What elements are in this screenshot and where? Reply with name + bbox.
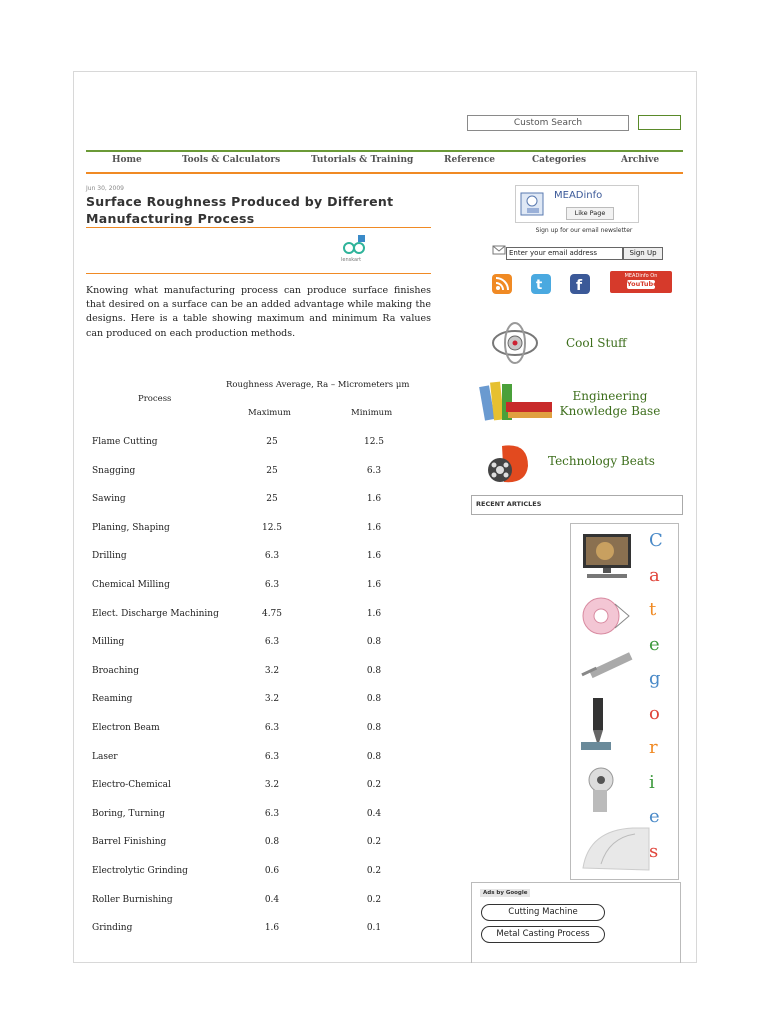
intro-paragraph: Knowing what manufacturing process can produce surface finishes that desired on a surface can be an added advantage while making the designs. Here is a table showing maximum and minimum Ra values can produced on each production methods. bbox=[86, 285, 431, 339]
category-letter: a bbox=[649, 564, 660, 586]
page-container bbox=[73, 71, 697, 963]
monitor-cad-icon bbox=[579, 532, 635, 582]
post-title[interactable]: Surface Roughness Produced by Different Manufacturing Process bbox=[86, 194, 394, 226]
nav-categories[interactable]: Categories bbox=[532, 155, 587, 165]
process-cell: Electrolytic Grinding bbox=[92, 866, 188, 876]
table-row bbox=[74, 494, 434, 508]
svg-text:t: t bbox=[536, 278, 543, 293]
maximum-cell: 3.2 bbox=[264, 665, 280, 676]
category-letter: i bbox=[649, 771, 655, 793]
category-letter: e bbox=[649, 806, 660, 827]
process-cell: Flame Cutting bbox=[92, 437, 158, 447]
category-letter: s bbox=[649, 840, 659, 862]
ad-link-metal-casting[interactable]: Metal Casting Process bbox=[481, 926, 605, 943]
process-cell: Electron Beam bbox=[92, 723, 160, 733]
minimum-cell: 0.2 bbox=[366, 780, 382, 791]
table-header-maximum: Maximum bbox=[248, 408, 291, 418]
nav-archive[interactable]: Archive bbox=[621, 155, 660, 165]
process-cell: Drilling bbox=[92, 551, 127, 562]
table-row bbox=[74, 523, 434, 537]
process-cell: Laser bbox=[92, 751, 118, 762]
nav-home[interactable]: Home bbox=[112, 155, 142, 165]
process-cell: Reaming bbox=[92, 694, 133, 705]
minimum-cell: 6.3 bbox=[366, 465, 382, 476]
youtube-logo-icon: YouTube bbox=[627, 280, 658, 288]
nav-reference[interactable]: Reference bbox=[444, 155, 496, 165]
categories-widget[interactable] bbox=[570, 523, 679, 880]
post-date: Jun 30, 2009 bbox=[86, 185, 125, 192]
category-letter: o bbox=[649, 702, 660, 724]
facebook-page-name[interactable]: MEADinfo bbox=[554, 190, 603, 201]
maximum-cell: 25 bbox=[266, 465, 278, 476]
process-cell: Grinding bbox=[92, 923, 133, 934]
table-row bbox=[74, 466, 434, 480]
minimum-cell: 0.8 bbox=[366, 751, 382, 762]
robot-arm-icon bbox=[579, 764, 629, 816]
youtube-caption: MEADinfo On bbox=[624, 273, 658, 279]
minimum-cell: 0.4 bbox=[366, 808, 382, 819]
process-cell: Roller Burnishing bbox=[92, 894, 173, 905]
knowledge-base-line-2: Knowledge Base bbox=[559, 404, 661, 418]
minimum-cell: 0.2 bbox=[366, 894, 382, 905]
minimum-cell: 0.8 bbox=[366, 637, 382, 648]
like-page-button[interactable]: Like Page bbox=[566, 207, 614, 220]
lenskart-logo-icon[interactable] bbox=[342, 235, 366, 257]
film-reel-icon[interactable] bbox=[482, 440, 538, 488]
table-row bbox=[74, 580, 434, 594]
signup-button[interactable]: Sign Up bbox=[623, 247, 663, 260]
mail-icon bbox=[492, 243, 506, 257]
rss-icon[interactable] bbox=[492, 274, 512, 294]
table-header-group: Roughness Average, Ra – Micrometers μm bbox=[226, 380, 410, 390]
maximum-cell: 0.4 bbox=[264, 894, 280, 905]
maximum-cell: 6.3 bbox=[264, 751, 280, 762]
table-row bbox=[74, 780, 434, 794]
sponsor-label: lenskart bbox=[341, 257, 362, 263]
table-row bbox=[74, 637, 434, 651]
maximum-cell: 6.3 bbox=[264, 808, 280, 819]
table-row bbox=[74, 694, 434, 708]
technology-beats-link[interactable]: Technology Beats bbox=[548, 454, 655, 468]
gear-drawing-icon bbox=[579, 590, 635, 642]
table-row bbox=[74, 809, 434, 823]
maximum-cell: 12.5 bbox=[261, 522, 283, 533]
table-row bbox=[74, 752, 434, 766]
maximum-cell: 6.3 bbox=[264, 551, 280, 562]
minimum-cell: 1.6 bbox=[366, 608, 382, 619]
recent-articles-box bbox=[471, 495, 683, 515]
table-row bbox=[74, 837, 434, 851]
maximum-cell: 0.8 bbox=[264, 837, 280, 848]
cylinder-icon bbox=[579, 650, 639, 686]
books-icon[interactable] bbox=[478, 376, 556, 424]
table-row bbox=[74, 723, 434, 737]
process-cell: Electro-Chemical bbox=[92, 780, 171, 791]
newsletter-text: Sign up for our email newsletter bbox=[535, 227, 633, 234]
gyroscope-icon[interactable] bbox=[488, 319, 543, 367]
minimum-cell: 1.6 bbox=[366, 551, 382, 562]
ad-link-cutting-machine[interactable]: Cutting Machine bbox=[481, 904, 605, 921]
minimum-cell: 1.6 bbox=[366, 580, 382, 590]
category-letter: C bbox=[649, 530, 663, 551]
table-row bbox=[74, 923, 434, 937]
maximum-cell: 3.2 bbox=[264, 694, 280, 705]
process-cell: Broaching bbox=[92, 665, 139, 676]
minimum-cell: 0.2 bbox=[366, 866, 382, 876]
maximum-cell: 3.2 bbox=[264, 780, 280, 791]
minimum-cell: 0.8 bbox=[366, 665, 382, 676]
ads-box bbox=[471, 882, 681, 963]
maximum-cell: 25 bbox=[266, 437, 278, 447]
table-header-process: Process bbox=[138, 394, 172, 404]
process-cell: Barrel Finishing bbox=[92, 837, 167, 848]
title-divider bbox=[86, 227, 431, 228]
search-button[interactable] bbox=[638, 115, 681, 130]
nav-tools-calculators[interactable]: Tools & Calculators bbox=[182, 155, 281, 165]
table-row bbox=[74, 666, 434, 680]
twitter-icon[interactable] bbox=[531, 274, 551, 294]
maximum-cell: 0.6 bbox=[264, 866, 280, 876]
table-row bbox=[74, 895, 434, 909]
drill-bit-icon bbox=[579, 696, 619, 754]
email-field[interactable]: Enter your email address bbox=[506, 247, 623, 260]
process-cell: Elect. Discharge Machining bbox=[92, 608, 219, 619]
facebook-icon[interactable] bbox=[570, 274, 590, 294]
minimum-cell: 1.6 bbox=[366, 494, 382, 505]
nav-tutorials-training[interactable]: Tutorials & Training bbox=[311, 155, 414, 165]
cool-stuff-link[interactable]: Cool Stuff bbox=[566, 336, 627, 350]
knowledge-base-line-1: Engineering bbox=[572, 389, 648, 403]
recent-articles-title: RECENT ARTICLES bbox=[476, 500, 542, 508]
table-row bbox=[74, 437, 434, 451]
category-letter: t bbox=[649, 599, 657, 620]
maximum-cell: 6.3 bbox=[264, 580, 280, 590]
mascot-avatar-icon bbox=[519, 189, 549, 219]
table-row bbox=[74, 866, 434, 880]
body-divider bbox=[86, 273, 431, 274]
maximum-cell: 6.3 bbox=[264, 637, 280, 648]
category-letter: g bbox=[649, 668, 661, 689]
minimum-cell: 0.8 bbox=[366, 723, 382, 733]
process-cell: Boring, Turning bbox=[92, 808, 165, 819]
knowledge-base-link[interactable] bbox=[558, 389, 662, 419]
minimum-cell: 12.5 bbox=[363, 437, 385, 447]
maximum-cell: 1.6 bbox=[264, 923, 280, 934]
minimum-cell: 0.1 bbox=[366, 923, 382, 934]
minimum-cell: 1.6 bbox=[366, 522, 382, 533]
table-row bbox=[74, 551, 434, 565]
minimum-cell: 0.2 bbox=[366, 837, 382, 848]
process-cell: Sawing bbox=[92, 494, 126, 505]
search-input[interactable]: Custom Search bbox=[467, 115, 629, 131]
category-letter: r bbox=[649, 737, 658, 758]
category-letter: e bbox=[649, 633, 660, 655]
facebook-widget bbox=[515, 185, 639, 223]
maximum-cell: 25 bbox=[266, 494, 278, 505]
table-row bbox=[74, 609, 434, 623]
main-nav bbox=[86, 150, 683, 174]
process-cell: Milling bbox=[92, 637, 125, 648]
minimum-cell: 0.8 bbox=[366, 694, 382, 705]
maximum-cell: 4.75 bbox=[261, 608, 283, 619]
process-cell: Chemical Milling bbox=[92, 580, 170, 590]
svg-text:f: f bbox=[576, 278, 583, 294]
process-cell: Planing, Shaping bbox=[92, 522, 170, 533]
surface-part-icon bbox=[579, 824, 653, 874]
youtube-channel-button[interactable] bbox=[610, 271, 672, 293]
table-header-minimum: Minimum bbox=[351, 408, 393, 418]
process-cell: Snagging bbox=[92, 465, 136, 476]
ads-by-google-label[interactable]: Ads by Google bbox=[480, 889, 530, 897]
maximum-cell: 6.3 bbox=[264, 723, 280, 733]
